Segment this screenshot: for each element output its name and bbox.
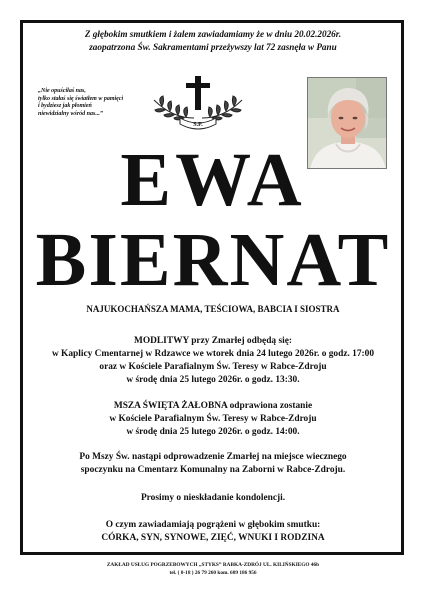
- footer-line: ZAKŁAD USŁUG POGRZEBOWYCH „STYKS” RABKA-ZDRÓJ UL. KILIŃSKIEGO 46b: [106, 562, 320, 568]
- footer-line: tel. ( 0-18 ) 26 79 260 kom. 609 186 956: [169, 570, 257, 576]
- cross-horizontal: [186, 83, 210, 88]
- quote-line: niewidzialny wśród nas...”: [38, 110, 103, 117]
- deceased-first-name: EWA: [120, 138, 306, 222]
- request-line: Prosimy o nieskładanie kondolencji.: [140, 493, 286, 503]
- intro-line: Z głębokim smutkiem i żalem zawiadamiamy że w dniu 20.02.2026r.: [84, 29, 342, 39]
- deceased-last-name: BIERNAT: [35, 218, 391, 302]
- laurel-right-icon: [202, 96, 242, 120]
- quote-line: i bydziesz jak płomień: [38, 103, 92, 110]
- prayers-line: MODLITWY przy Zmarłej odbędą się:: [134, 336, 292, 346]
- prayers-line: w Kaplicy Cmentarnej w Rdzawce we wtorek dnia 24 lutego 2026r. o godz. 17:00: [51, 349, 375, 359]
- mass-line: w Kościele Parafialnym Św. Teresy w Rabce-Zdroju: [109, 414, 317, 424]
- mourners-line: O czym zawiadamiają pogrążeni w głębokim smutku:: [105, 520, 321, 530]
- family-relations: NAJUKOCHAŃSZA MAMA, TEŚCIOWA, BABCIA I SIOSTRA: [86, 304, 340, 314]
- quote-line: „Nie opuściłaś nas,: [38, 88, 86, 94]
- mourners-section: [24, 519, 402, 545]
- prayers-line: oraz w Kościele Parafialnym Św. Teresy w Rabce-Zdroju: [99, 362, 327, 372]
- mass-line: MSZA ŚWIĘTA ŻAŁOBNA odprawiona zostanie: [113, 401, 313, 411]
- mass-line: w środę dnia 25 lutego 2026r. o godz. 14:00.: [126, 427, 300, 437]
- emblem-initials: S.P.: [193, 122, 203, 128]
- intro-line: zaopatrzona Św. Sakramentami przeżywszy lat 72 zasnęła w Panu: [89, 42, 337, 52]
- laurel-left-icon: [154, 96, 194, 120]
- prayers-line: w środę dnia 25 lutego 2026r. o godz. 13:30.: [126, 375, 300, 385]
- intro-text: [24, 28, 402, 54]
- quote-line: tylko stałaś się światłem w pamięci: [38, 95, 124, 102]
- cross-vertical: [195, 76, 201, 110]
- prayers-section: [24, 335, 402, 387]
- burial-section: [24, 451, 402, 477]
- mass-section: [24, 400, 402, 439]
- funeral-home-footer: [24, 561, 402, 577]
- condolence-request: [24, 492, 402, 505]
- mourners-line: CÓRKA, SYN, SYNOWE, ZIĘĆ, WNUKI I RODZINA: [101, 533, 325, 543]
- burial-line: spoczynku na Cmentarz Komunalny na Zaborni w Rabce-Zdroju.: [80, 465, 346, 475]
- cross-emblem-icon: [150, 74, 246, 134]
- burial-line: Po Mszy Św. nastąpi odprowadzenie Zmarłej na miejsce wiecznego: [79, 452, 347, 462]
